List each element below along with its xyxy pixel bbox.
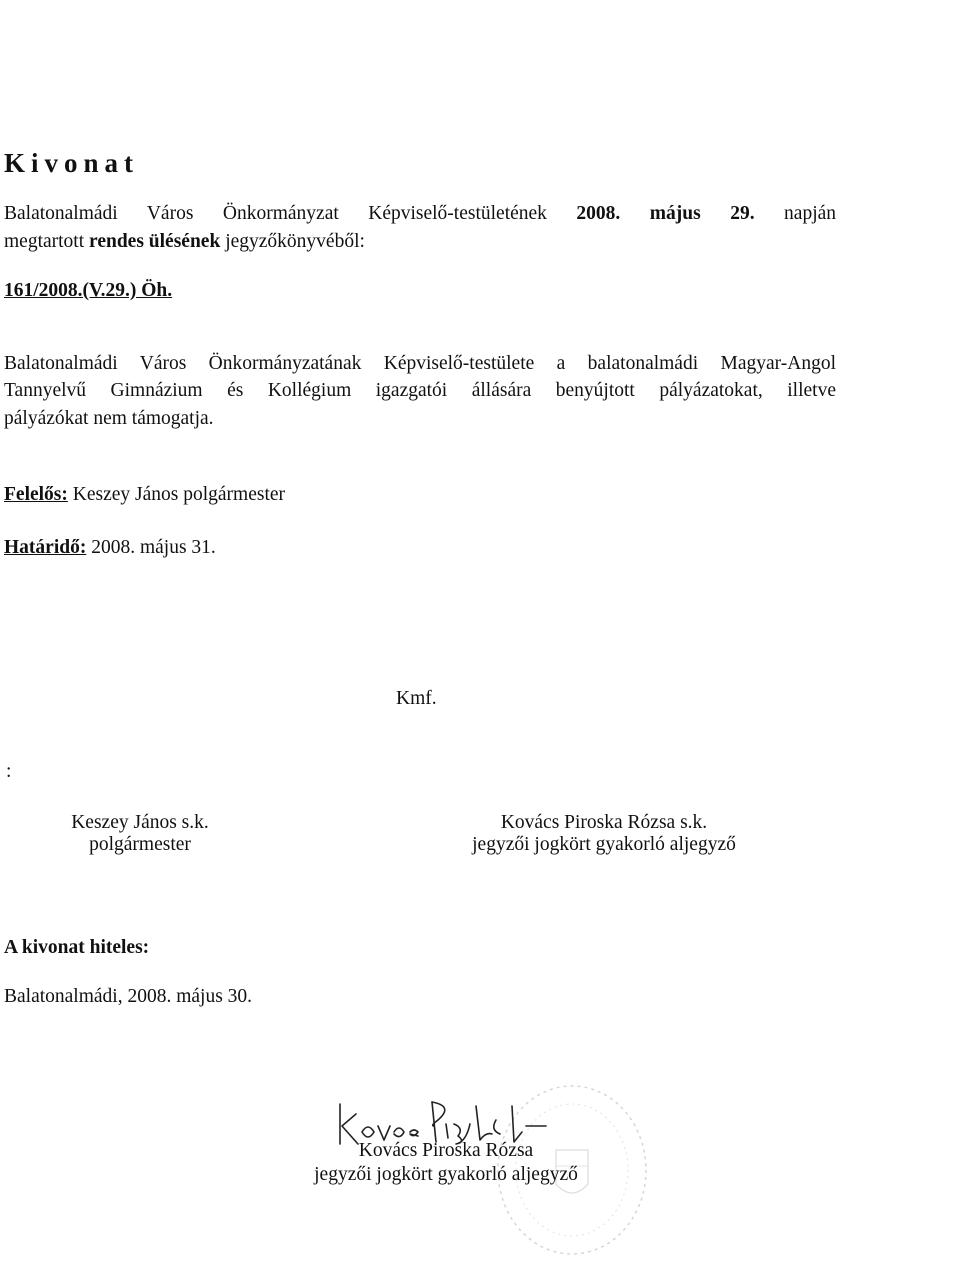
deadline-value: 2008. május 31.	[91, 537, 216, 558]
deadline-row	[4, 537, 216, 559]
intro-line-2	[4, 231, 365, 253]
intro-line-1	[4, 203, 836, 225]
certified-label: A kivonat hiteles:	[4, 937, 150, 958]
final-signature-title: jegyzői jogkört gyakorló aljegyző	[314, 1164, 578, 1185]
final-signature-name: Kovács Piroska Rózsa	[358, 1140, 534, 1161]
intro-prefix: megtartott	[4, 231, 85, 252]
resolution-line-3: pályázókat nem támogatja.	[4, 408, 214, 429]
signatory-right-name: Kovács Piroska Rózsa s.k.	[500, 812, 708, 833]
responsible-value: Keszey János polgármester	[72, 484, 286, 505]
intro-date-year: 2008.	[576, 203, 621, 224]
intro-end: napján	[784, 203, 837, 224]
kmf-label: Kmf.	[396, 688, 437, 709]
deadline-label: Határidő:	[4, 537, 87, 558]
resolution-number: 161/2008.(V.29.) Öh.	[4, 280, 173, 301]
intro-date-day: 29.	[730, 203, 755, 224]
responsible-label: Felelős:	[4, 484, 68, 505]
responsible-row	[4, 484, 285, 506]
signatory-right	[472, 812, 736, 856]
intro-suffix: jegyzőkönyvéből:	[225, 231, 365, 252]
side-mark: :	[6, 761, 12, 782]
final-signature-block	[314, 1139, 578, 1187]
resolution-line-2: Tannyelvű Gimnázium és Kollégium igazgatói állására benyújtott pályázatokat, illetve	[4, 380, 836, 401]
intro-date-month: május	[649, 203, 701, 224]
document-title: Kivonat	[4, 148, 140, 178]
signatory-left	[71, 812, 209, 856]
signatory-left-name: Keszey János s.k.	[71, 812, 209, 833]
intro-bold: rendes ülésének	[89, 231, 221, 252]
signatory-right-title: jegyzői jogkört gyakorló aljegyző	[472, 834, 736, 855]
signatory-left-title: polgármester	[89, 834, 191, 855]
place-date: Balatonalmádi, 2008. május 30.	[4, 986, 253, 1007]
intro-text: Balatonalmádi Város Önkormányzat Képviselő-testületének	[4, 203, 547, 224]
resolution-line-1: Balatonalmádi Város Önkormányzatának Képviselő-testülete a balatonalmádi Magyar-Angol	[4, 353, 836, 374]
